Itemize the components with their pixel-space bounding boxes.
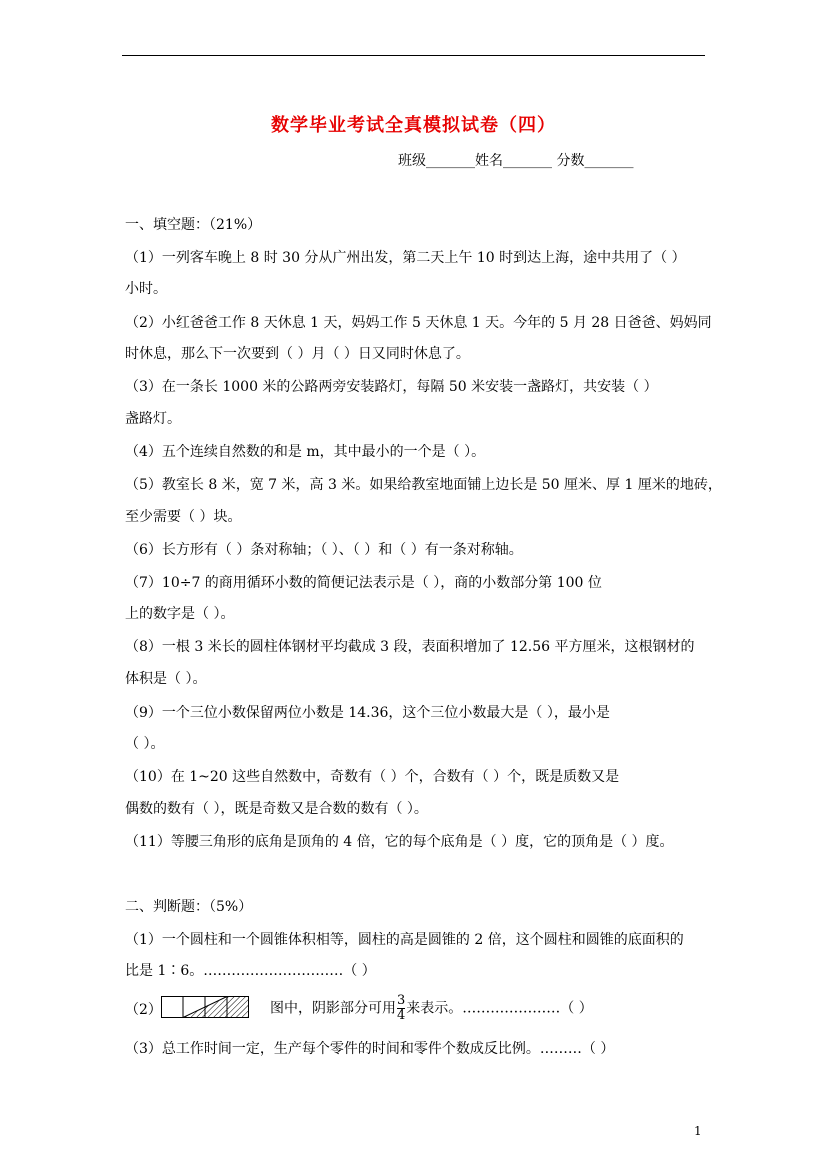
shaded-rectangle-figure bbox=[161, 996, 249, 1018]
question-line: 时休息，那么下一次要到（ ）月（ ）日又同时休息了。 bbox=[125, 346, 470, 362]
question-label: （2） bbox=[125, 1002, 162, 1018]
fraction-denominator: 4 bbox=[397, 1008, 406, 1023]
question-line: （6）长方形有（ ）条对称轴；（ ）、（ ）和（ ）有一条对称轴。 bbox=[125, 542, 523, 558]
question-line: （3）总工作时间一定，生产每个零件的时间和零件个数成反比例。………（ ） bbox=[125, 1041, 615, 1057]
page-title: 数学毕业考试全真模拟试卷（四） bbox=[271, 115, 556, 136]
question-line: 盏路灯。 bbox=[125, 411, 181, 427]
question-line: （11）等腰三角形的底角是顶角的 4 倍，它的每个底角是（ ）度，它的顶角是（ ）度。 bbox=[125, 834, 674, 850]
question-line: 比是 1∶6。…………………………（ ） bbox=[125, 963, 376, 979]
question-line: （1）一列客车晚上 8 时 30 分从广州出发，第二天上午 10 时到达上海，途中共用了（ ） bbox=[125, 250, 686, 266]
question-line: （3）在一条长 1000 米的公路两旁安装路灯，每隔 50 米安装一盏路灯，共安装（ ） bbox=[125, 379, 658, 395]
question-line bbox=[270, 994, 593, 1023]
question-line: （8）一根 3 米长的圆柱体钢材平均截成 3 段，表面积增加了 12.56 平方厘米，这根钢材的 bbox=[125, 639, 695, 655]
fraction bbox=[397, 994, 405, 1023]
section2-heading: 二、判断题：（5%） bbox=[125, 899, 253, 915]
section1-heading: 一、填空题：（21%） bbox=[125, 217, 262, 233]
question-line: 至少需要（ ）块。 bbox=[125, 509, 242, 525]
question-line: （ ）。 bbox=[125, 736, 165, 752]
student-info-fields: 班级_______姓名_______ 分数_______ bbox=[398, 153, 634, 169]
question-line: 体积是（ ）。 bbox=[125, 671, 207, 687]
question-line: （9）一个三位小数保留两位小数是 14.36，这个三位小数最大是（ ），最小是 bbox=[125, 705, 610, 721]
question-line: （5）教室长 8 米，宽 7 米，高 3 米。如果给教室地面铺上边长是 50 厘米、厚 1 厘米的地砖， bbox=[125, 477, 722, 493]
header-rule bbox=[122, 55, 705, 56]
question-line: （1）一个圆柱和一个圆锥体积相等，圆柱的高是圆锥的 2 倍，这个圆柱和圆锥的底面积的 bbox=[125, 932, 684, 948]
question-text: 来表示。…………………（ ） bbox=[406, 1000, 593, 1017]
question-line: 上的数字是（ ）。 bbox=[125, 606, 235, 622]
question-line: （4）五个连续自然数的和是 m，其中最小的一个是（ ）。 bbox=[125, 444, 486, 460]
question-line: （2）小红爸爸工作 8 天休息 1 天，妈妈工作 5 天休息 1 天。今年的 5 月 28 日爸爸、妈妈同 bbox=[125, 315, 712, 331]
question-text: 图中，阴影部分可用 bbox=[270, 1000, 396, 1017]
fraction-numerator: 3 bbox=[397, 993, 406, 1008]
question-line: 偶数的数有（ ），既是奇数又是合数的数有（ ）。 bbox=[125, 801, 428, 817]
question-line: （7）10÷7 的商用循环小数的简便记法表示是（ ），商的小数部分第 100 位 bbox=[125, 575, 602, 591]
question-line: （10）在 1~20 这些自然数中，奇数有（ ）个，合数有（ ）个，既是质数又是 bbox=[125, 769, 620, 785]
question-line: 小时。 bbox=[125, 281, 167, 297]
page-number: 1 bbox=[694, 1124, 702, 1138]
